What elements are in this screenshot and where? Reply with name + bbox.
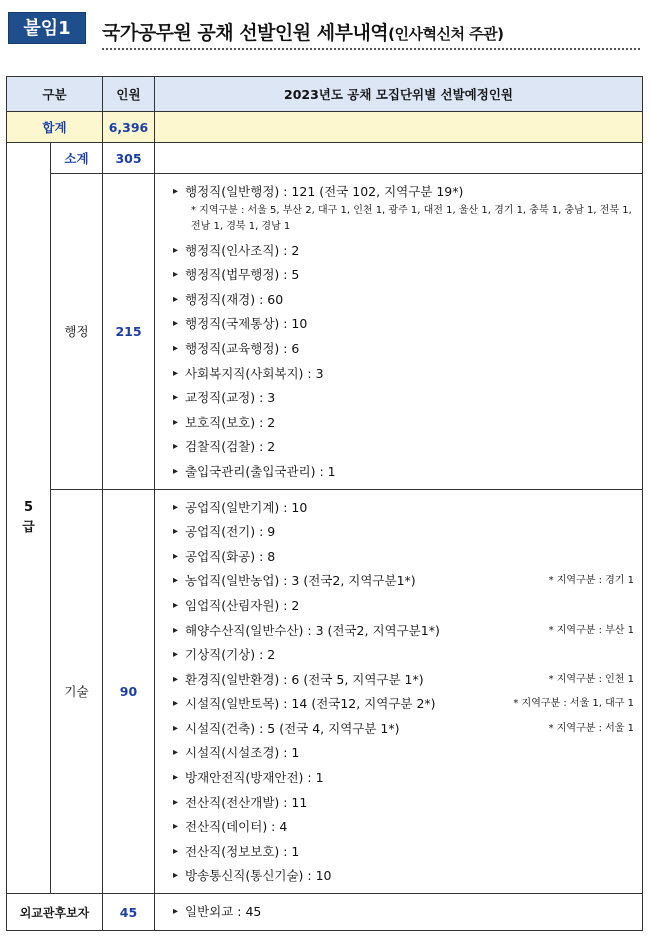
tech-detail (155, 489, 643, 894)
list-item: ▸ 행정직(법무행정) : 5 (173, 263, 634, 288)
admin-label: 행정 (51, 174, 103, 490)
item-text: 전산직(전산개발) : 11 (185, 794, 308, 810)
document-header (6, 8, 644, 48)
admin-region-note: * 지역구분 : 서울 5, 부산 2, 대구 1, 인천 1, 광주 1, 대전 1, 울산 1, 경기 1, 충북 1, 충남 1, 전북 1, 전남 1, 경북 1, 경남 1 (191, 204, 632, 232)
admin-row (7, 174, 643, 490)
foreign-detail (155, 894, 643, 931)
item-text: 공업직(화공) : 8 (185, 548, 276, 564)
foreign-row (7, 894, 643, 931)
subtotal-label: 소계 (51, 143, 103, 174)
tech-label: 기술 (51, 489, 103, 894)
region-note: * 지역구분 : 서울 1, 대구 1 (513, 698, 634, 710)
list-item (173, 545, 634, 570)
list-item: ▸ 일반외교 : 45 (173, 900, 634, 925)
subtotal-value: 305 (103, 143, 155, 174)
list-item (173, 520, 634, 545)
table-header-row (7, 77, 643, 112)
admin-detail (155, 174, 643, 490)
list-item (173, 668, 634, 693)
item-text: 방재안전직(방재안전) : 1 (185, 770, 324, 786)
item-text: 전산직(정보보호) : 1 (185, 843, 300, 859)
page-title (102, 18, 504, 45)
item-text: 시설직(일반토목) : 14 (전국12, 지역구분 2*) (185, 696, 436, 712)
foreign-item-list (155, 896, 642, 929)
total-label: 합계 (7, 112, 103, 143)
item-text: 전산직(데이터) : 4 (185, 819, 288, 835)
list-item (173, 717, 634, 742)
subtotal-detail (155, 143, 643, 174)
list-item (173, 766, 634, 791)
item-text: 농업직(일반농업) : 3 (전국2, 지역구분1*) (185, 573, 416, 589)
admin-value: 215 (103, 174, 155, 490)
region-note: * 지역구분 : 부산 1 (548, 624, 634, 636)
header-category: 구분 (7, 77, 103, 112)
total-row (7, 112, 643, 143)
list-item: ▸ 사회복지직(사회복지) : 3 (173, 362, 634, 387)
list-item (173, 496, 634, 521)
item-text: 공업직(전기) : 9 (185, 524, 276, 540)
list-item (173, 619, 634, 644)
title-suffix: (인사혁신처 주관) (388, 25, 504, 43)
list-item: ▸ 보호직(보호) : 2 (173, 411, 634, 436)
list-item (173, 692, 634, 717)
list-item: ▸ 행정직(인사조직) : 2 (173, 239, 634, 264)
tech-row (7, 489, 643, 894)
list-item (173, 741, 634, 766)
total-detail (155, 112, 643, 143)
region-note: * 지역구분 : 경기 1 (548, 575, 634, 587)
region-note: * 지역구분 : 인천 1 (548, 673, 634, 685)
title-main: 국가공무원 공채 선발인원 세부내역 (102, 22, 389, 44)
attachment-badge: 붙임1 (8, 12, 86, 44)
header-detail: 2023년도 공채 모집단위별 선발예정인원 (155, 77, 643, 112)
list-item (173, 594, 634, 619)
region-note: * 지역구분 : 서울 1 (548, 722, 634, 734)
list-item (173, 791, 634, 816)
list-item (173, 840, 634, 865)
list-item: ▸ 행정직(교육행정) : 6 (173, 337, 634, 362)
foreign-label: 외교관후보자 (7, 894, 103, 931)
tech-item-list (155, 490, 642, 894)
item-text: 기상직(기상) : 2 (185, 647, 276, 663)
grade5-label-text: 5 급 (22, 500, 35, 536)
item-text: 해양수산직(일반수산) : 3 (전국2, 지역구분1*) (185, 622, 440, 638)
admin-item-list (155, 174, 642, 489)
item-text: 공업직(일반기계) : 10 (185, 499, 308, 515)
list-item (173, 643, 634, 668)
list-item: ▸ 검찰직(검찰) : 2 (173, 435, 634, 460)
foreign-value: 45 (103, 894, 155, 931)
grade5-label (7, 143, 51, 894)
tech-value: 90 (103, 489, 155, 894)
item-text: 임업직(산림자원) : 2 (185, 597, 300, 613)
list-item: ▸ 행정직(일반행정) : 121 (전국 102, 지역구분 19*) (173, 180, 634, 205)
list-item (173, 569, 634, 594)
item-text: 방송통신직(통신기술) : 10 (185, 868, 332, 884)
list-item: ▸ 행정직(국제통상) : 10 (173, 312, 634, 337)
title-underline (102, 48, 640, 50)
subtotal-row (7, 143, 643, 174)
list-item: ▸ 교정직(교정) : 3 (173, 386, 634, 411)
item-text: 환경직(일반환경) : 6 (전국 5, 지역구분 1*) (185, 671, 424, 687)
item-text: 시설직(건축) : 5 (전국 4, 지역구분 1*) (185, 720, 400, 736)
list-item: ▸ 행정직(재경) : 60 (173, 288, 634, 313)
list-item (173, 864, 634, 889)
header-count: 인원 (103, 77, 155, 112)
list-item: ▸ 출입국관리(출입국관리) : 1 (173, 460, 634, 485)
total-value: 6,396 (103, 112, 155, 143)
recruitment-table (6, 76, 643, 931)
item-text: 시설직(시설조경) : 1 (185, 745, 300, 761)
list-item (173, 815, 634, 840)
